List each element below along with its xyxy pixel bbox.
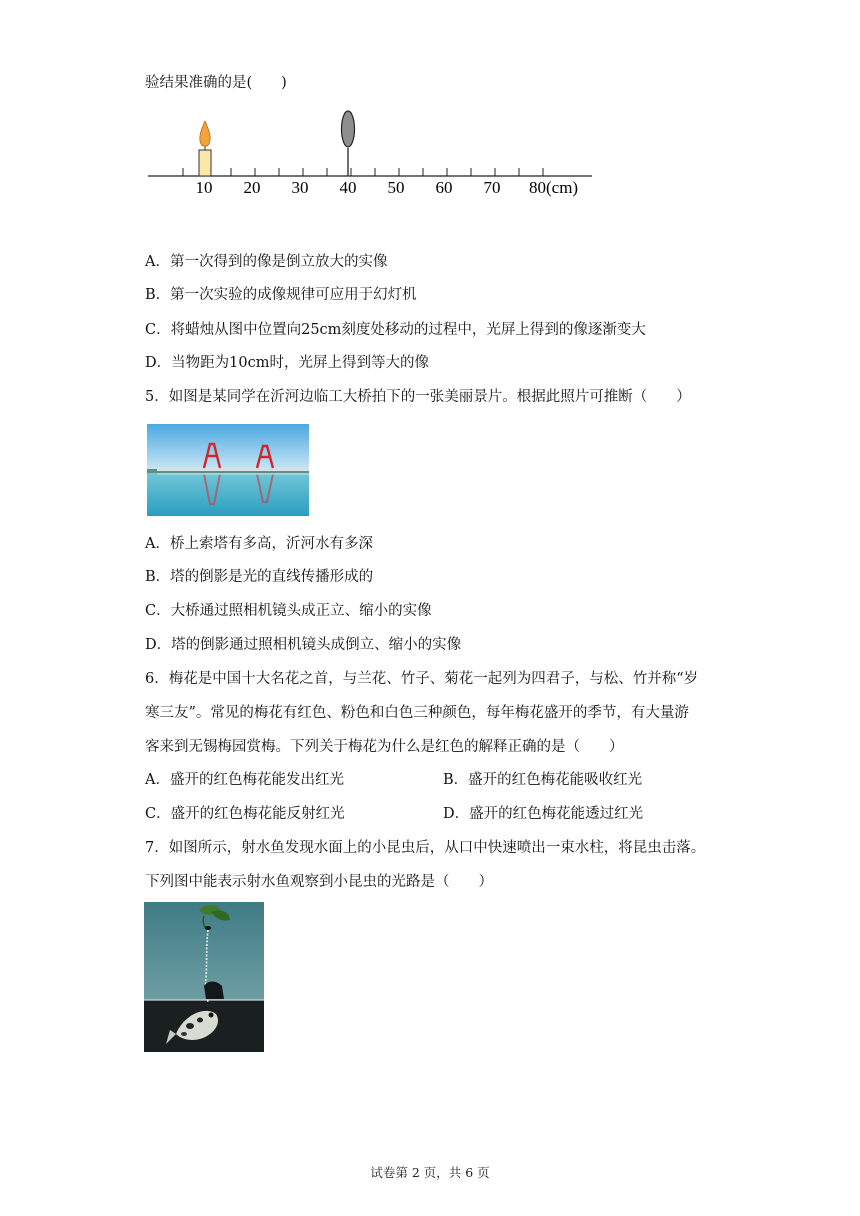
q4-option-b: B．第一次实验的成像规律可应用于幻灯机 <box>145 287 417 303</box>
tick-label-60: 60 <box>435 178 453 197</box>
tick-label-30: 30 <box>291 178 309 197</box>
q6-stem-line1: 6．梅花是中国十大名花之首，与兰花、竹子、菊花一起列为四君子，与松、竹并称“岁 <box>145 671 699 687</box>
q4-option-a: A．第一次得到的像是倒立放大的实像 <box>145 254 388 270</box>
q4-stem-tail: 验结果准确的是( ) <box>145 75 287 91</box>
q6-option-d: D．盛开的红色梅花能透过红光 <box>443 806 644 822</box>
bridge-photo <box>147 424 309 516</box>
q6-option-c: C．盛开的红色梅花能反射红光 <box>145 806 345 822</box>
q4-option-d: D．当物距为10cm时，光屏上得到等大的像 <box>145 355 429 371</box>
tick-label-70: 70 <box>483 178 501 197</box>
q6-option-a: A．盛开的红色梅花能发出红光 <box>145 772 344 788</box>
q6-stem-line3: 客来到无锡梅园赏梅。下列关于梅花为什么是红色的解释正确的是（ ） <box>145 739 624 755</box>
tick-label-40: 40 <box>339 178 357 197</box>
tick-label-20: 20 <box>243 178 261 197</box>
convex-lens-icon <box>342 111 355 176</box>
q5-option-d: D．塔的倒影通过照相机镜头成倒立、缩小的实像 <box>145 637 462 653</box>
optical-bench-figure <box>145 108 605 203</box>
q6-option-b: B．盛开的红色梅花能吸收红光 <box>443 772 643 788</box>
q7-stem-line2: 下列图中能表示射水鱼观察到小昆虫的光路是（ ） <box>145 874 493 890</box>
q7-stem-line1: 7．如图所示，射水鱼发现水面上的小昆虫后，从口中快速喷出一束水柱，将昆虫击落。 <box>145 840 706 856</box>
q6-stem-line2: 寒三友”。常见的梅花有红色、粉色和白色三种颜色，每年梅花盛开的季节，有大量游 <box>145 705 689 721</box>
archerfish-photo <box>144 902 264 1052</box>
q5-stem: 5．如图是某同学在沂河边临工大桥拍下的一张美丽景片。根据此照片可推断（ ） <box>145 389 691 405</box>
candle-icon <box>199 121 211 176</box>
tick-label-10: 10 <box>195 178 213 197</box>
tick-label-50: 50 <box>387 178 405 197</box>
tick-label-80cm: 80(cm) <box>529 178 579 197</box>
q4-option-c: C．将蜡烛从图中位置向25cm刻度处移动的过程中，光屏上得到的像逐渐变大 <box>145 322 646 338</box>
q5-option-a: A．桥上索塔有多高，沂河水有多深 <box>145 536 373 552</box>
q5-option-c: C．大桥通过照相机镜头成正立、缩小的实像 <box>145 603 432 619</box>
q5-option-b: B．塔的倒影是光的直线传播形成的 <box>145 569 374 585</box>
page-footer: 试卷第 2 页，共 6 页 <box>370 1165 490 1180</box>
ruler-ticks <box>183 168 543 176</box>
